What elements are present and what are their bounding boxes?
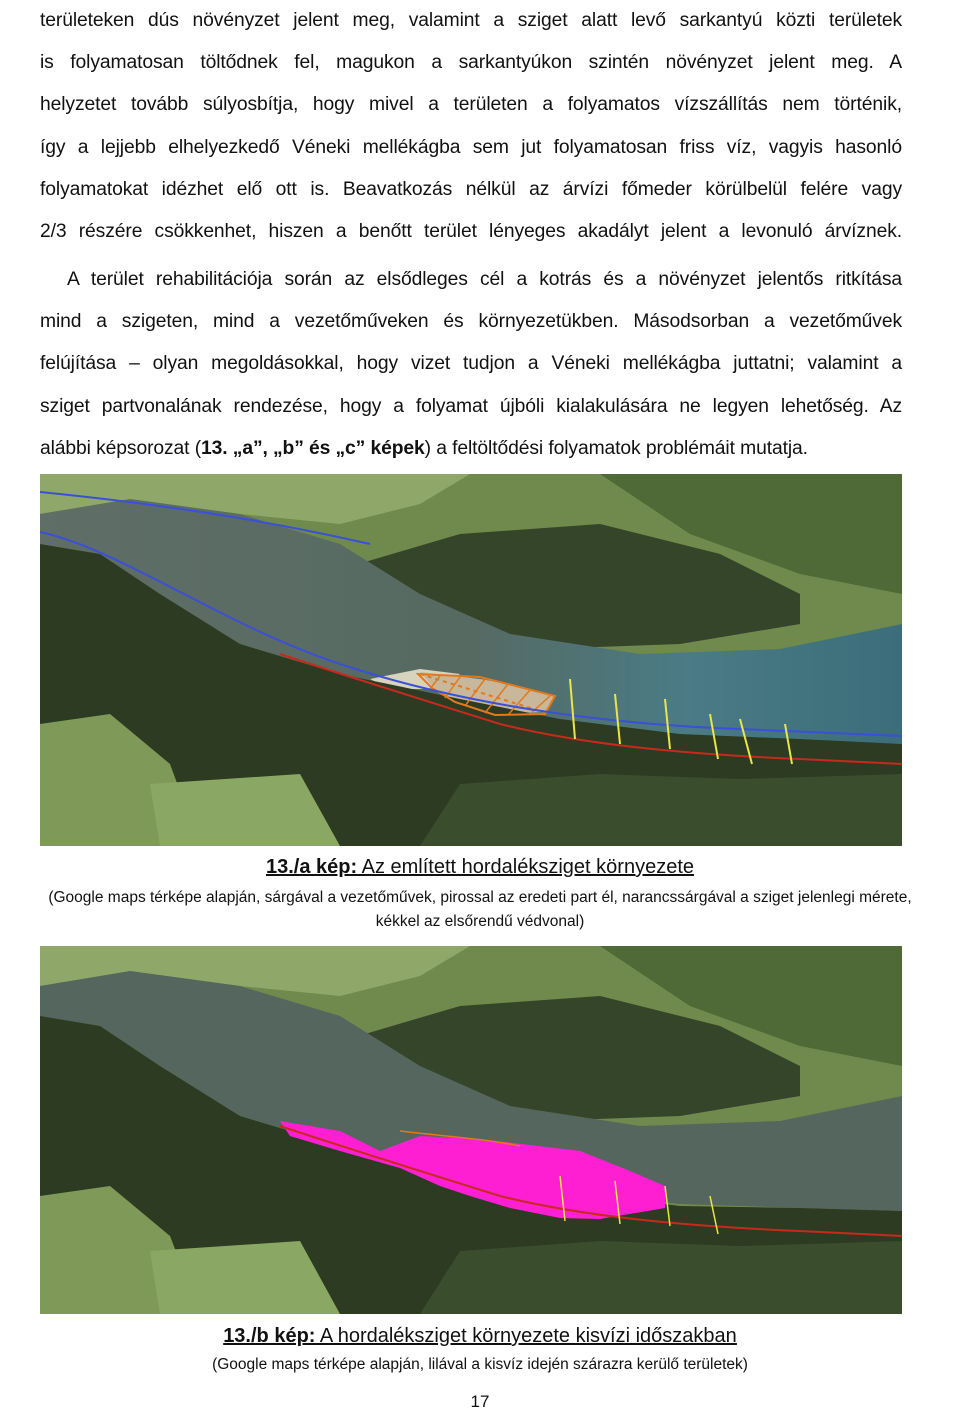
text-run: alábbi képsorozat ( — [40, 437, 202, 459]
paragraph-2-line: felújítása – olyan megoldásokkal, hogy vizet tudjon a Véneki mellékágba juttatni; valamint a — [40, 353, 902, 375]
figure-b-caption — [0, 1325, 960, 1377]
paragraph-2 — [40, 259, 902, 470]
figure-reference: 13. „a”, „b” és „c” képek — [201, 437, 425, 459]
figure-a-caption — [0, 856, 960, 934]
map-b-image — [40, 946, 902, 1314]
forest-lower-right — [420, 774, 902, 846]
figure-a-label: 13./a kép: — [265, 856, 358, 878]
paragraph-1-line: is folyamatosan töltődnek fel, magukon a sarkantyúkon szintén növényzet jelent meg. A — [40, 52, 902, 74]
map-a-image — [40, 474, 902, 846]
figure-a-note-line: (Google maps térképe alapján, sárgával a vezetőművek, pirossal az eredeti part él, narancssárgával a sziget jelenlegi mérete, — [48, 889, 912, 906]
paragraph-2-line: sziget partvonalának rendezése, hogy a folyamat újbóli kialakulására ne legyen lehetőség. Az — [40, 395, 902, 417]
paragraph-2-last-line — [40, 428, 902, 470]
text-run: ) a feltöltődési folyamatok problémáit mutatja. — [424, 437, 808, 459]
page-number: 17 — [470, 1392, 490, 1411]
forest-lower-right — [420, 1241, 902, 1314]
figure-a-title-text: Az említett hordaléksziget környezete — [357, 856, 694, 878]
paragraph-1-line: 2/3 részére csökkenhet, hiszen a benőtt terület lényeges akadályt jelent a levonuló árvíznek. — [40, 220, 902, 242]
aerial-map-b — [40, 946, 902, 1314]
paragraph-2-line: mind a szigeten, mind a vezetőműveken és környezetükben. Másodsorban a vezetőművek — [40, 311, 902, 333]
paragraph-1-line: területeken dús növényzet jelent meg, valamint a sziget alatt levő sarkantyú közti területek — [40, 10, 902, 31]
figure-b-title — [0, 1325, 960, 1348]
paragraph-1-line: folyamatokat idézhet elő ott is. Beavatkozás nélkül az árvízi főmeder körülbelül felére vagy — [40, 178, 902, 200]
paragraph-1 — [40, 0, 902, 253]
figure-b-title-text: A hordaléksziget környezete kisvízi időszakban — [315, 1325, 737, 1347]
figure-b-label: 13./b kép: — [223, 1325, 316, 1347]
figure-b-note: (Google maps térképe alapján, lilával a kisvíz idején szárazra kerülő területek) — [212, 1356, 748, 1373]
paragraph-2-line: A terület rehabilitációja során az elsődleges cél a kotrás és a növényzet jelentős ritkítása — [67, 269, 902, 290]
paragraph-1-line: így a lejjebb elhelyezkedő Véneki mellékágba sem jut folyamatosan friss víz, vagyis hasonló — [40, 136, 902, 158]
figure-a-note-line: kékkel az elsőrendű védvonal) — [375, 913, 585, 930]
aerial-map-a — [40, 474, 902, 846]
paragraph-1-line: helyzetet tovább súlyosbítja, hogy mivel a területen a folyamatos vízszállítás nem történik, — [40, 94, 902, 116]
figure-a-title — [0, 856, 960, 879]
